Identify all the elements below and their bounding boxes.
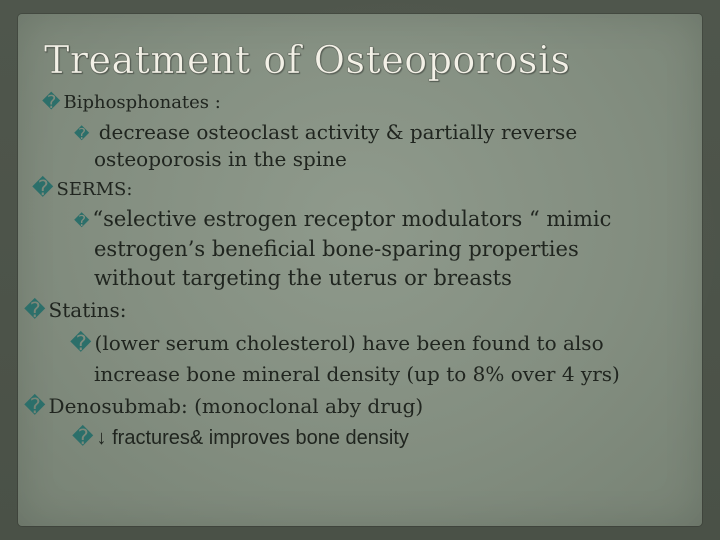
bullet-text: SERMS:	[56, 179, 133, 200]
sub-bullet-continuation: estrogen’s beneficial bone-sparing properties	[94, 237, 579, 261]
bullet-icon: �	[24, 298, 46, 322]
sub-bullet-icon: �	[72, 425, 94, 449]
bullet-item-statins	[24, 298, 127, 322]
bullet-icon: �	[32, 176, 54, 200]
bullet-icon: �	[42, 92, 61, 113]
sub-bullet-continuation: without targeting the uterus or breasts	[94, 266, 512, 290]
bullet-icon: �	[24, 394, 46, 418]
sub-bullet-icon: �	[74, 125, 90, 143]
sub-bullet-continuation: osteoporosis in the spine	[94, 147, 347, 171]
sub-bullet-item	[74, 120, 577, 144]
sub-bullet-icon: �	[70, 331, 92, 355]
bullet-item-biphosphonates	[42, 92, 221, 113]
bullet-item-denosubmab	[24, 394, 423, 418]
sub-bullet-item	[72, 425, 409, 450]
sub-bullet-text: decrease osteoclast activity & partially reverse	[98, 120, 578, 144]
bullet-text: Denosubmab: (monoclonal aby drug)	[48, 394, 424, 418]
bullet-text: Statins:	[48, 298, 127, 322]
bullet-text: Biphosphonates :	[63, 92, 221, 113]
sub-bullet-text: (lower serum cholesterol) have been found to also	[94, 331, 604, 355]
bullet-item-serms	[32, 176, 132, 200]
sub-bullet-item	[74, 207, 611, 231]
sub-bullet-item	[70, 331, 604, 355]
sub-bullet-icon: �	[74, 212, 90, 230]
sub-bullet-continuation: increase bone mineral density (up to 8% over 4 yrs)	[94, 362, 620, 386]
slide-title: Treatment of Osteoporosis	[44, 38, 571, 82]
sub-bullet-text: ↓ fractures& improves bone density	[96, 427, 409, 449]
sub-bullet-text: “selective estrogen receptor modulators “ mimic	[92, 207, 612, 231]
